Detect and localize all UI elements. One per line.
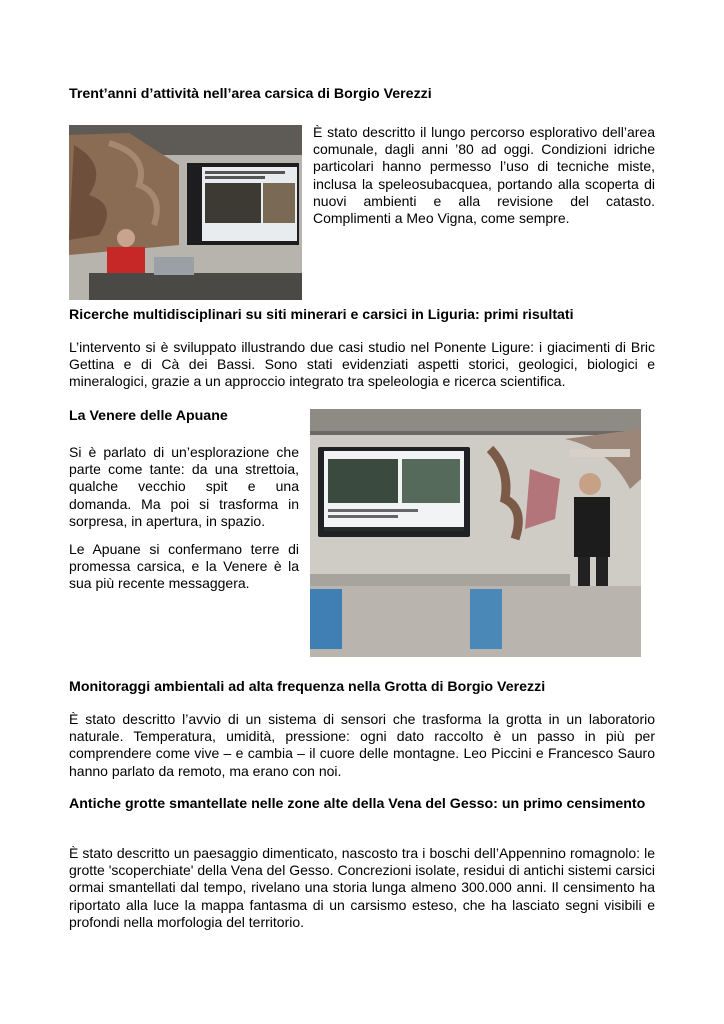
section3-paragraph-2: Le Apuane si confermano terre di promessa carsica, e la Venere è la sua più recente messaggera.	[69, 541, 299, 592]
section1-text: È stato descritto il lungo percorso esplorativo dell’area comunale, dagli anni ’80 ad oggi. Condizioni idriche particolari hanno permesso l’uso di tecniche miste, inclusa la speleosubacquea, portando alla scoperta di nuovi ambienti e alla revisione del catasto. Complimenti a Meo Vigna, come sempre.	[313, 124, 655, 227]
photo-speaker-one-image	[69, 125, 302, 300]
section1-heading: Trent’anni d’attività nell’area carsica di Borgio Verezzi	[69, 86, 432, 102]
section3-paragraph-1: Si è parlato di un’esplorazione che parte come tante: da una strettoia, qualche vecchio spit e una domanda. Ma poi si trasforma in sorpresa, in apertura, in spazio.	[69, 444, 299, 529]
section3-heading: La Venere delle Apuane	[69, 408, 228, 424]
section4-text: È stato descritto l’avvio di un sistema di sensori che trasforma la grotta in un laboratorio naturale. Temperatura, umidità, pressione: ogni dato raccolto è un passo in più per comprendere come vive – e cambia – il cuore delle montagne. Leo Piccini e Francesco Sauro hanno parlato da remoto, ma erano con noi.	[69, 711, 655, 779]
section2-text: L’intervento si è sviluppato illustrando due casi studio nel Ponente Ligure: i giacimenti di Bric Gettina e di Cà dei Bassi. Sono stati evidenziati aspetti storici, geologici, biologici e mineralogici, grazie a un approccio integrato tra speleologia e ricerca scientifica.	[69, 339, 655, 390]
section5-heading: Antiche grotte smantellate nelle zone alte della Vena del Gesso: un primo censimento	[69, 796, 646, 812]
photo-speaker-two-image	[310, 409, 641, 657]
section4-heading: Monitoraggi ambientali ad alta frequenza nella Grotta di Borgio Verezzi	[69, 679, 546, 695]
section5-text: È stato descritto un paesaggio dimenticato, nascosto tra i boschi dell’Appennino romagnolo: le grotte 'scoperchiate' della Vena del Gesso. Concrezioni isolate, residui di antichi sistemi carsici ormai smantellati dal tempo, rivelano una storia lunga almeno 300.000 anni. Il censimento ha riportato alla luce la mappa fantasma di un carsismo esteso, che ha lasciato segni visibili e profondi nella morfologia del territorio.	[69, 845, 655, 930]
photo-speaker-one	[69, 125, 302, 300]
photo-speaker-two	[310, 409, 641, 657]
section2-heading: Ricerche multidisciplinari su siti minerari e carsici in Liguria: primi risultati	[69, 307, 574, 323]
